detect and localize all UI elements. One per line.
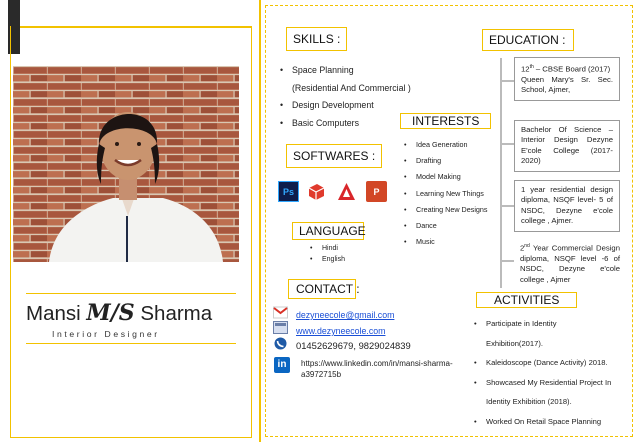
autocad-icon: [336, 181, 357, 202]
monogram: M/S: [86, 300, 135, 326]
interests-heading: INTERESTS: [400, 113, 491, 129]
interests-list: [404, 137, 488, 250]
activity-item: • Showcased My Residential Project In: [474, 373, 611, 393]
language-item: • English: [310, 254, 345, 265]
phone-numbers: 01452629679, 9829024839: [296, 340, 411, 351]
linkedin-url[interactable]: [301, 358, 453, 380]
language-item: • Hindi: [310, 243, 345, 254]
activity-item: • Worked On Retail Space Planning: [474, 412, 611, 432]
education-item-diploma-1: 1 year residential design diploma, NSQF level- 5 of NSDC, Dezyne e'cole college , Ajmer.: [514, 180, 620, 232]
interest-item: • Drafting: [404, 153, 488, 169]
photoshop-icon: Ps: [278, 181, 299, 202]
language-list: [310, 243, 345, 265]
softwares-heading: SOFTWARES :: [286, 144, 382, 168]
name-bottom-rule: [26, 343, 236, 344]
interest-item: • Dance: [404, 218, 488, 234]
skill-item: • Design Development: [280, 97, 411, 115]
interest-item: • Learning New Things: [404, 186, 488, 202]
timeline-tick: [500, 80, 514, 82]
activity-item: • Kaleidoscope (Dance Activity) 2018.: [474, 353, 611, 373]
interest-item: • Creating New Designs: [404, 202, 488, 218]
timeline-tick: [500, 205, 514, 207]
education-timeline: [500, 58, 502, 288]
sketchup-icon: [306, 181, 327, 202]
activity-item: • Participate in Identity: [474, 314, 611, 334]
education-item-bsc: Bachelor Of Science – Interior Design Dezyne E'cole College (2017-2020): [514, 120, 620, 172]
activities-list: [474, 314, 611, 432]
activity-item: Identity Exhibition (2018).: [486, 397, 572, 407]
gmail-icon: [273, 306, 288, 319]
activities-heading: ACTIVITIES: [476, 292, 577, 308]
last-name: Sharma: [140, 302, 213, 325]
education-item-12th: 12th – CBSE Board (2017) Queen Mary's Sr. Sec. School, Ajmer,: [514, 57, 620, 101]
first-name: Mansi: [26, 302, 81, 325]
skill-item: • Basic Computers: [280, 115, 411, 133]
timeline-tick: [500, 143, 514, 145]
linkedin-icon: in: [274, 357, 290, 373]
skills-heading: SKILLS :: [286, 27, 347, 51]
phone-icon: [273, 337, 288, 350]
skill-item: (Residential And Commercial ): [292, 82, 411, 93]
education-item-diploma-2: 2nd Year Commercial Design diploma, NSQF level -6 of NSDC, Dezyne e'cole college , Ajmer: [520, 243, 620, 284]
website-icon: [273, 321, 288, 334]
interest-item: • Music: [404, 234, 488, 250]
skills-list: [280, 62, 411, 132]
email-link[interactable]: dezyneecole@gmail.com: [296, 310, 395, 320]
language-heading: LANGUAGE: [292, 222, 364, 240]
website-link[interactable]: www.dezyneecole.com: [296, 326, 386, 336]
interest-item: • Idea Generation: [404, 137, 488, 153]
job-title: Interior Designer: [52, 329, 160, 339]
contact-heading: CONTACT :: [288, 279, 356, 299]
powerpoint-icon: P: [366, 181, 387, 202]
name-top-rule: [26, 293, 236, 294]
activity-item: Exhibition(2017).: [486, 338, 543, 348]
linkedin-url-line: a3972715b: [301, 370, 342, 379]
education-heading: EDUCATION :: [482, 29, 574, 51]
skill-item: • Space Planning: [280, 62, 411, 80]
full-name: [26, 300, 250, 326]
profile-photo: [13, 66, 239, 262]
interest-item: • Model Making: [404, 169, 488, 185]
page-divider: [259, 0, 261, 442]
linkedin-url-line: https://www.linkedin.com/in/mansi-sharma-: [301, 359, 453, 368]
timeline-tick: [500, 260, 514, 262]
